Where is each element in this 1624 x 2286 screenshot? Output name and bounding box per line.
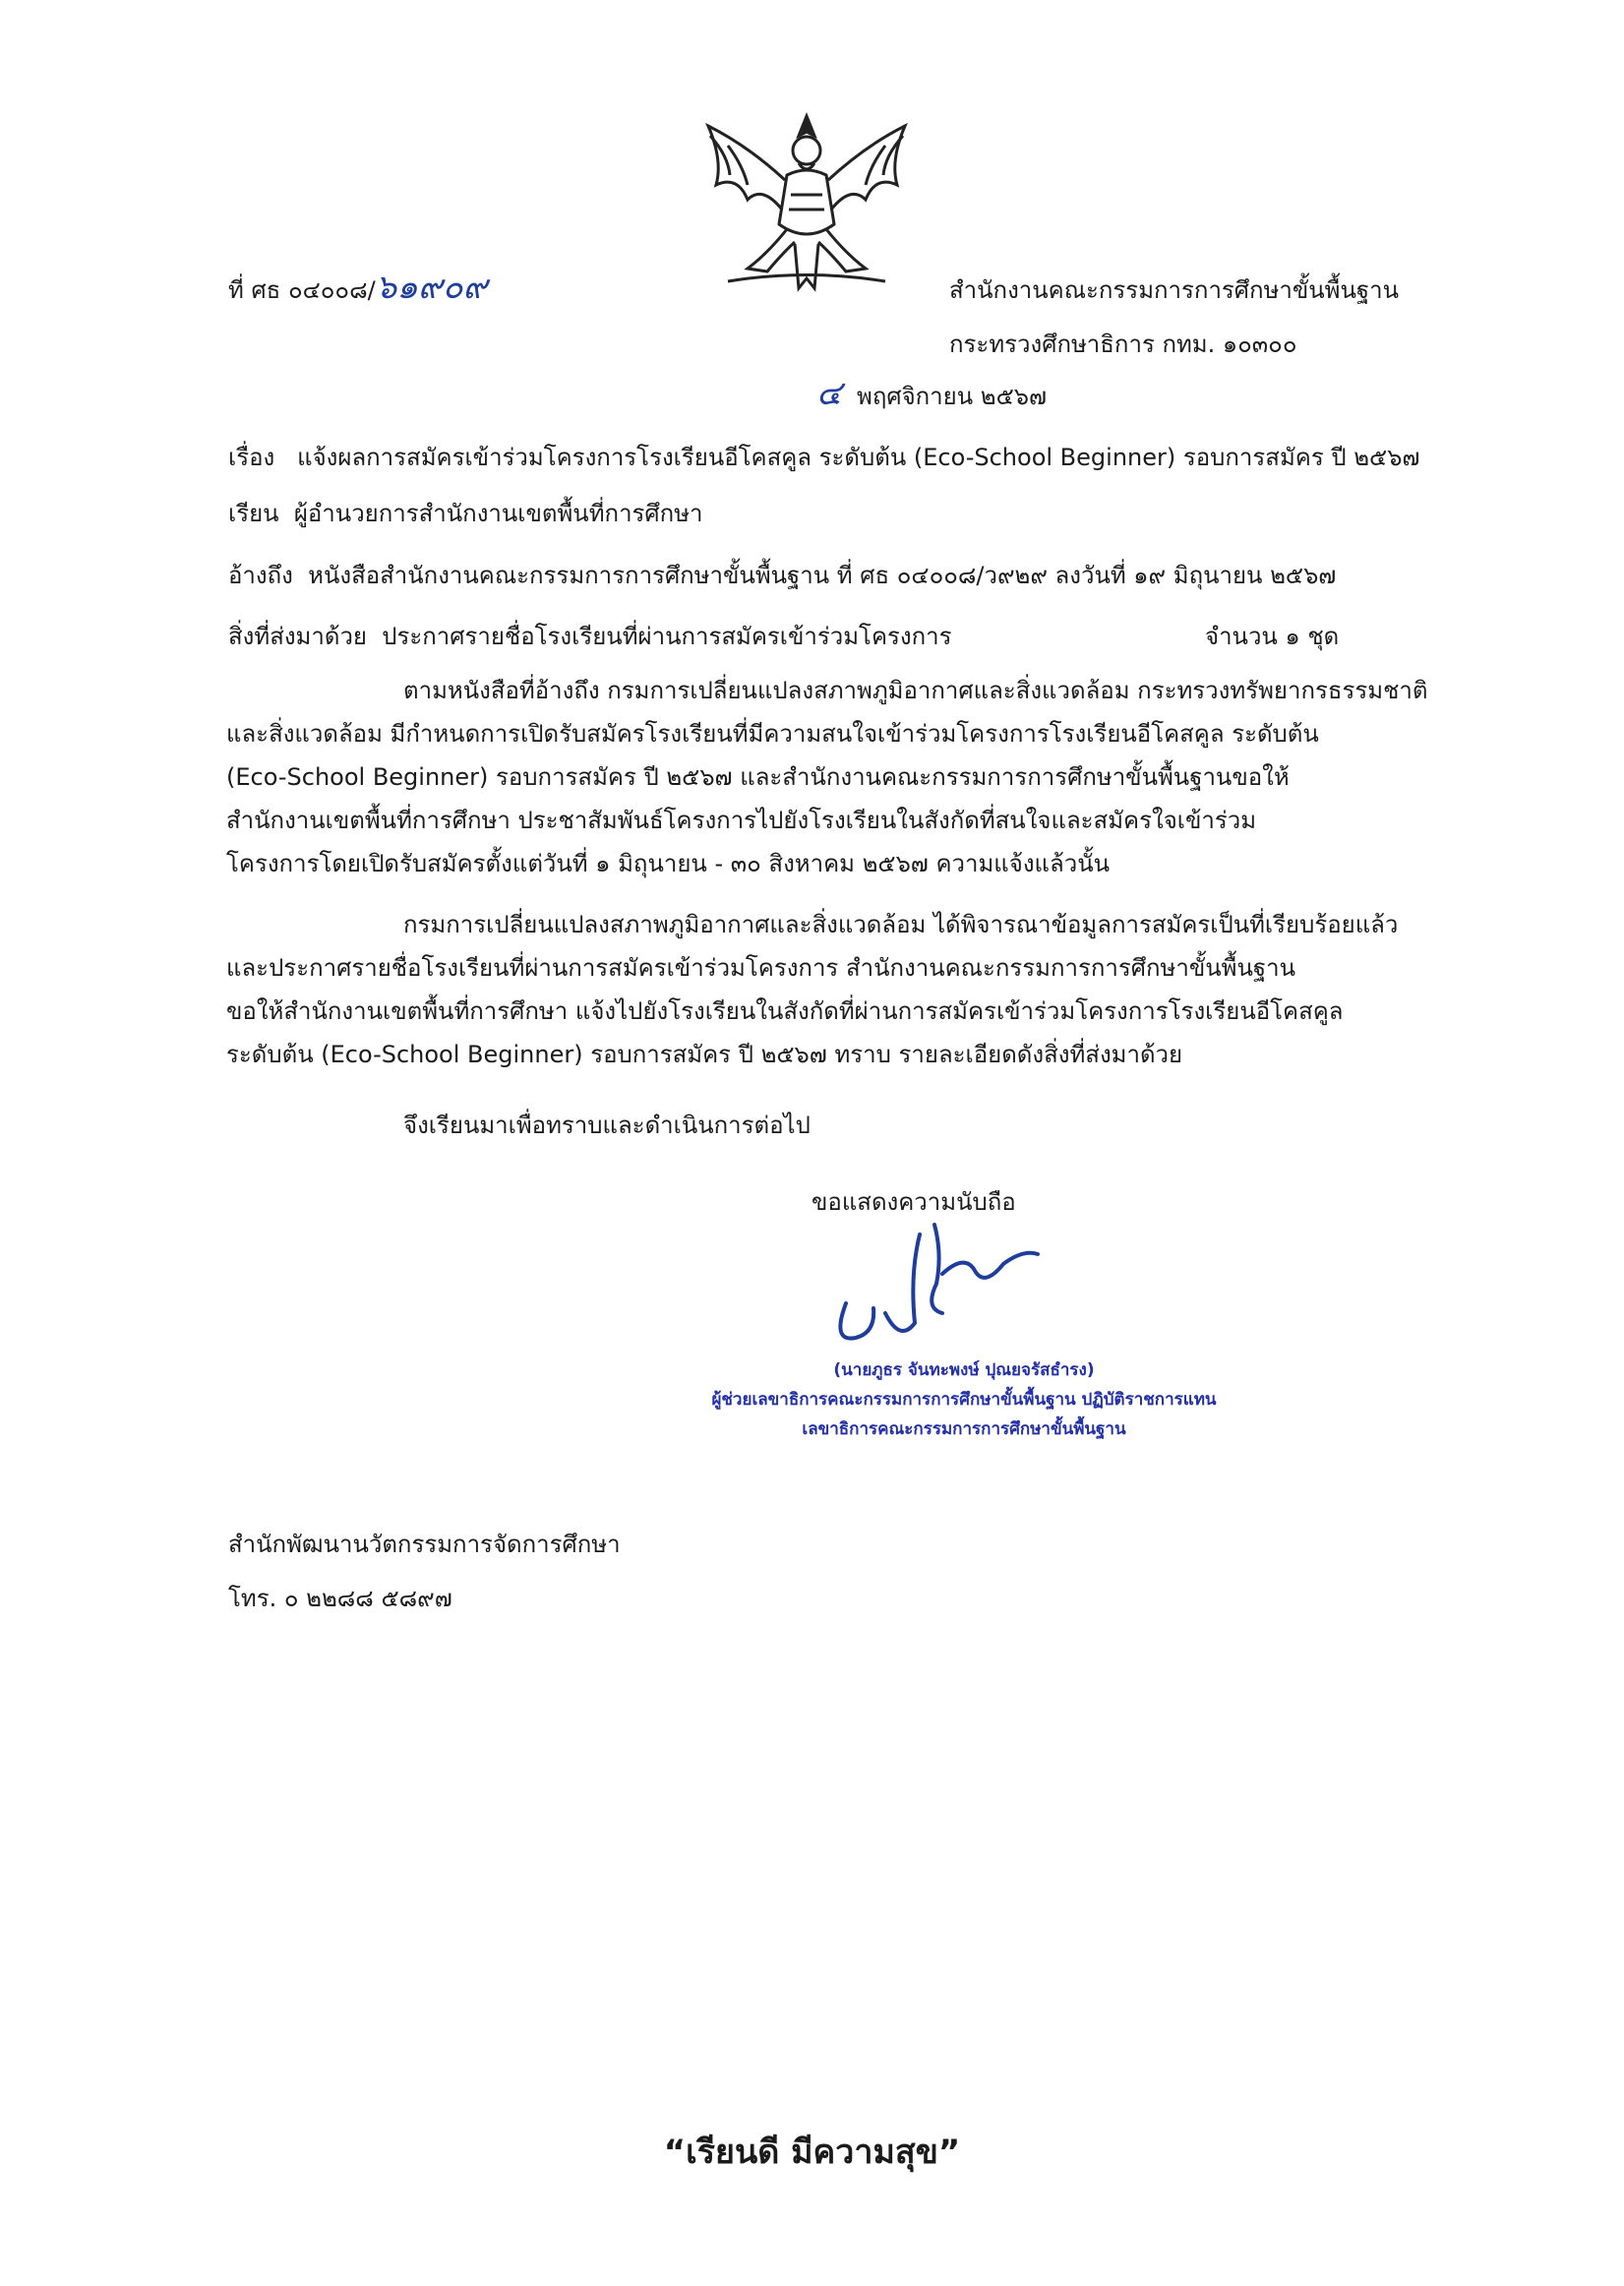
- reference-text: หนังสือสำนักงานคณะกรรมการการศึกษาขั้นพื้นฐาน ที่ ศธ ๐๔๐๐๘/ว๙๒๙ ลงวันที่ ๑๙ มิถุนายน ๒๕๖๗: [308, 562, 1337, 589]
- originating-department: สำนักพัฒนานวัตกรรมการจัดการศึกษา: [228, 1531, 621, 1558]
- reference-line: [228, 559, 1336, 592]
- closing-request: จึงเรียนมาเพื่อทราบและดำเนินการต่อไป: [403, 1112, 811, 1139]
- issuing-office-address: กระทรวงศึกษาธิการ กทม. ๑๐๓๐๐: [949, 331, 1297, 358]
- date-day-handwritten: ๔: [816, 374, 842, 413]
- recipient-text: ผู้อำนวยการสำนักงานเขตพื้นที่การศึกษา: [293, 500, 703, 527]
- salutation: ขอแสดงความนับถือ: [812, 1188, 1016, 1216]
- motto: “เรียนดี มีความสุข”: [663, 2133, 961, 2172]
- signatory-position-1: ผู้ช่วยเลขาธิการคณะกรรมการการศึกษาขั้นพื้นฐาน ปฏิบัติราชการแทน: [711, 1390, 1217, 1410]
- document-date: [816, 374, 1048, 413]
- body-paragraph-2: กรมการเปลี่ยนแปลงสภาพภูมิอากาศและสิ่งแวดล้อม ได้พิจารณาข้อมูลการสมัครเป็นที่เรียบร้อยแล้ว และประกาศรายชื่อโรงเรียนที่ผ่านการสมัครเข้าร่วมโครงการ สำนักงานคณะกรรมการการศึกษาขั้นพื้นฐาน ขอให้สำนักงานเขตพื้นที่การศึกษา แจ้งไปยังโรงเรียนในสังกัดที่ผ่านการสมัครเข้าร่วมโครงการโรงเรียนอีโคสคูล ระดับต้น (Eco-School Beginner) รอบการสมัคร ปี ๒๕๖๗ ทราบ รายละเอียดดังสิ่งที่ส่งมาด้วย: [226, 911, 1399, 1068]
- subject-line: [228, 441, 1419, 474]
- recipient-line: [228, 497, 703, 530]
- enclosure-label: สิ่งที่ส่งมาด้วย: [228, 623, 367, 650]
- ref-number-handwritten: ๖๑๙๐๙: [375, 268, 488, 307]
- enclosure-quantity: จำนวน ๑ ชุด: [1205, 623, 1340, 650]
- subject-label: เรื่อง: [228, 444, 275, 471]
- handwritten-signature: [826, 1215, 1053, 1353]
- enclosure-line: [228, 620, 952, 653]
- issuing-office: สำนักงานคณะกรรมการการศึกษาขั้นพื้นฐาน: [949, 276, 1400, 304]
- signatory-position-2: เลขาธิการคณะกรรมการการศึกษาขั้นพื้นฐาน: [802, 1419, 1126, 1439]
- reference-label: อ้างถึง: [228, 562, 293, 589]
- document-reference-number: [228, 268, 488, 307]
- date-month-year: พฤศจิกายน ๒๕๖๗: [857, 383, 1048, 410]
- subject-text: แจ้งผลการสมัครเข้าร่วมโครงการโรงเรียนอีโคสคูล ระดับต้น (Eco-School Beginner) รอบการสมัคร ปี ๒๕๖๗: [297, 444, 1420, 471]
- contact-phone: โทร. ๐ ๒๒๘๘ ๕๘๙๗: [228, 1585, 452, 1612]
- enclosure-text: ประกาศรายชื่อโรงเรียนที่ผ่านการสมัครเข้าร่วมโครงการ: [382, 623, 952, 650]
- body-paragraph-1: ตามหนังสือที่อ้างถึง กรมการเปลี่ยนแปลงสภาพภูมิอากาศและสิ่งแวดล้อม กระทรวงทรัพยากรธรรมชาติ และสิ่งแวดล้อม มีกำหนดการเปิดรับสมัครโรงเรียนที่มีความสนใจเข้าร่วมโครงการโรงเรียนอีโคสคูล ระดับต้น (Eco-School Beginner) รอบการสมัคร ปี ๒๕๖๗ และสำนักงานคณะกรรมการการศึกษาขั้นพื้นฐานขอให้ สำนักงานเขตพื้นที่การศึกษา ประชาสัมพันธ์โครงการไปยังโรงเรียนในสังกัดที่สนใจและสมัครใจเข้าร่วม โครงการโดยเปิดรับสมัครตั้งแต่วันที่ ๑ มิถุนายน - ๓๐ สิงหาคม ๒๕๖๗ ความแจ้งแล้วนั้น: [226, 677, 1428, 877]
- signatory-name: (นายภูธร จันทะพงษ์ ปุณยจรัสธำรง): [833, 1360, 1095, 1380]
- ref-prefix: ที่ ศธ ๐๔๐๐๘/: [228, 276, 376, 304]
- recipient-label: เรียน: [228, 500, 279, 527]
- garuda-emblem-icon: [689, 106, 925, 303]
